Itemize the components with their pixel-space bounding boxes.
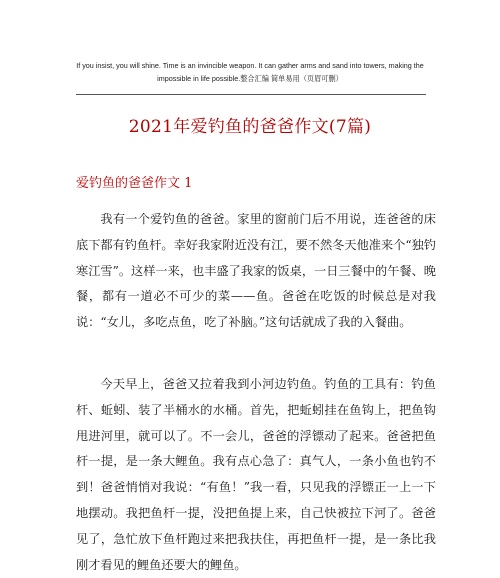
body-paragraph-2: 今天早上，爸爸又拉着我到小河边钓鱼。钓鱼的工具有：钓鱼杆、蚯蚓、装了半桶水的水桶。首先，把蚯蚓挂在鱼钩上，把鱼钩甩进河里，就可以了。不一会儿，爸爸的浮镖动了起来。爸爸把鱼杆一提，是一条大鲤鱼。我有点心急了：真气人，一条小鱼也钓不到！爸爸悄悄对我说：“有鱼！”我一看，只见我的浮镖正一上一下地摆动。我把鱼杆一提，没把鱼提上来，自己快被拉下河了。爸爸见了，急忙放下鱼杆跑过来把我扶住，再把鱼杆一提，是一条比我刚才看见的鲤鱼还要大的鲤鱼。	[76, 377, 436, 572]
page-header	[60, 59, 440, 85]
section-heading: 爱钓鱼的爸爸作文 1	[76, 176, 193, 191]
document-title: 2021年爱钓鱼的爸爸作文(7篇)	[128, 117, 372, 137]
header-line-2: impossible in life possible.整合汇编 简单易用（页眉可删）	[157, 74, 343, 83]
header-line-1: If you insist, you will shine. Time is an invincible weapon. It can gather arms and sand into towers, making the	[76, 61, 424, 70]
body-paragraph-1: 我有一个爱钓鱼的爸爸。家里的窗前门后不用说，连爸爸的床底下都有钓鱼杆。幸好我家附近没有江，要不然冬天他准来个“独钓寒江雪”。这样一来，也丰盛了我家的饭桌，一日三餐中的午餐、晚餐，都有一道必不可少的菜——鱼。爸爸在吃饭的时候总是对我说：“女儿，多吃点鱼，吃了补脑。”这句话就成了我的入餐曲。	[76, 212, 436, 330]
header-divider	[76, 94, 426, 95]
